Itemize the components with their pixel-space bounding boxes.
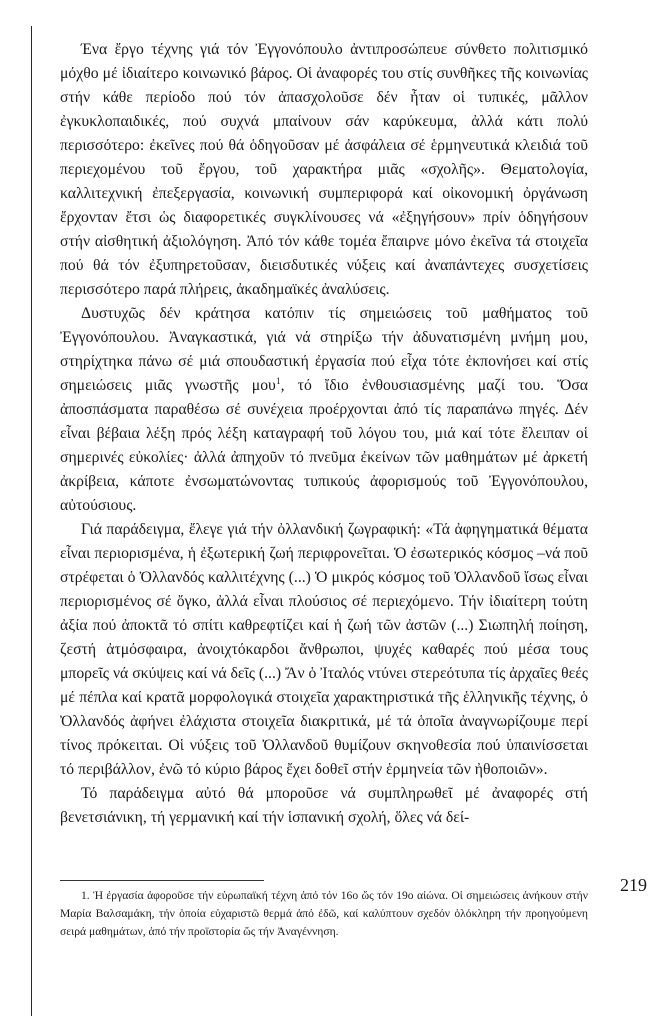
footnote-separator	[60, 880, 264, 881]
page-number: 219	[620, 875, 647, 895]
paragraph-3-text: Γιά παράδειγμα, ἔλεγε γιά τήν ὀλλανδική ζωγραφική: «Τά ἀφηγηματικά θέματα εἶναι περιορισμένα, ἡ ἐξωτερική ζωή περιφρονεῖται. Ὁ ἐσωτερικός κόσμος –νά ποῦ στρέφεται ὁ Ὀλλανδός καλλιτέχνης (...) Ὁ μικρός κόσμος τοῦ Ὀλλανδοῦ ἴσως εἶναι περιορισμένος σέ ὄγκο, ἀλλά εἶναι πλούσιος σέ περιεχόμενο. Τήν ἰδιαίτερη τούτη ἀξία πού ἀποκτᾶ τό σπίτι καθρεφτίζει καί ἡ ζωή τῶν ἀστῶν (...) Σιωπηλή ποίηση, ζεστή ἀτμόσφαιρα, ἀνοιχτόκαρδοι ἄνθρωποι, ψυχές καθαρές πού μέσα τους μπορεῖς νά σκύψεις καί νά δεῖς (...) Ἄν ὁ Ἰταλός ντύνει στερεότυπα τίς ἀρχαῖες θεές μέ πέπλα καί κρατᾶ μορφολογικά στοιχεῖα χαρακτηριστικά τῆς ἑλληνικῆς τέχνης, ὁ Ὀλλανδός ἀφήνει ἐλάχιστα στοιχεῖα διακριτικά, μέ τά ὁποῖα ἀναγνωρίζουμε περί τίνος πρόκειται. Οἱ νύξεις τοῦ Ὀλλανδοῦ θυμίζουν σκηνοθεσία πού ὑπαινίσσεται τό περιβάλλον, ἐνῶ τό κύριο βάρος ἔχει δοθεῖ στήν ἑρμηνεία τῶν ἠθοποιῶν».	[60, 521, 588, 778]
footnote-reference[interactable]: 1	[275, 376, 281, 387]
body-text	[60, 38, 588, 830]
paragraph-3	[60, 518, 588, 782]
paragraph-2-text-before-footnote: Δυστυχῶς δέν κράτησα κατόπιν τίς σημειώσεις τοῦ μαθήματος τοῦ Ἐγγονόπουλου. Ἀναγκαστικά, γιά νά στηρίξω τήν ἀδυνατισμένη μνήμη μου, στηρίχτηκα πάνω σέ μιά σπουδαστική ἐργασία πού εἶχα τότε ἐκπονήσει καί στίς σημειώσεις μιᾶς γνωστῆς μου	[60, 305, 588, 394]
paragraph-1	[60, 38, 588, 302]
paragraph-2	[60, 302, 588, 518]
paragraph-4-text: Τό παράδειγμα αὐτό θά μποροῦσε νά συμπληρωθεῖ μέ ἀναφορές στή βενετσιάνικη, τή γερμανική καί τήν ἱσπανική σχολή, ὅλες νά δεί-	[60, 785, 588, 826]
paragraph-4	[60, 782, 588, 830]
left-margin-rule	[31, 26, 32, 1016]
footnote: 1. Ἡ ἐργασία ἀφοροῦσε τήν εὐρωπαϊκή τέχνη ἀπό τόν 16ο ὥς τόν 19ο αἰώνα. Οἱ σημειώσεις ἀνήκουν στήν Μαρία Βαλσαμάκη, τήν ὁποία εὐχαριστῶ θερμά ἀπό ἐδῶ, καί καλύπτουν σχεδόν ὁλόκληρη τήν προηγούμενη σειρά μαθημάτων, ἀπό τήν προϊστορία ὥς τήν Ἀναγέννηση.	[60, 889, 588, 938]
paragraph-2-text-after-footnote: , τό ἴδιο ἐνθουσιασμένης μαζί του. Ὅσα ἀποσπάσματα παραθέσω σέ συνέχεια προέρχονται ἀπό τίς παραπάνω πηγές. Δέν εἶναι βέβαια λέξη πρός λέξη καταγραφή τοῦ λόγου του, μιά καί τότε ἔλειπαν οἱ σημερινές εὐκολίες· ἀλλά ἀπηχοῦν τό πνεῦμα ἐκείνων τῶν μαθημάτων μέ ἀρκετή ἀκρίβεια, κάποτε ἐνσωματώνοντας τυπικούς ἀφορισμούς τοῦ Ἐγγονόπουλου, αὐτούσιους.	[60, 377, 588, 514]
paragraph-1-text: Ένα ἔργο τέχνης γιά τόν Ἐγγονόπουλο ἀντιπροσώπευε σύνθετο πολιτισμικό μόχθο μέ ἰδιαίτερο κοινωνικό βάρος. Οἱ ἀναφορές του στίς συνθῆκες τῆς κοινωνίας στήν κάθε περίοδο πού τόν ἀπασχολοῦσε δέν ἦταν οἱ τυπικές, μᾶλλον ἐγκυκλοπαιδικές, πού συχνά μπαίνουν σάν καρύκευμα, ἀλλά κάτι πολύ περισσότερο: ἐκεῖνες πού θά ὁδηγοῦσαν μέ ἀσφάλεια σέ ἑρμηνευτικά κλειδιά τοῦ περιεχομένου τοῦ ἔργου, τοῦ χαρακτήρα μιᾶς «σχολῆς». Θεματολογία, καλλιτεχνική ἐπεξεργασία, κοινωνική συμπεριφορά καί οἰκονομική ὀργάνωση ἔρχονταν ἔτσι ὡς διαφορετικές συγκλίνουσες νά «ἐξηγήσουν» πρίν ὁδηγήσουν στήν αἰσθητική ἀξιολόγηση. Ἀπό τόν κάθε τομέα ἔπαιρνε μόνο ἐκεῖνα τά στοιχεῖα πού θά τόν ἐξυπηρετοῦσαν, διεισδυτικές νύξεις καί ἀναπάντεχες συσχετίσεις περισσότερο παρά πλήρεις, ἀκαδημαϊκές ἀναλύσεις.	[60, 41, 588, 298]
